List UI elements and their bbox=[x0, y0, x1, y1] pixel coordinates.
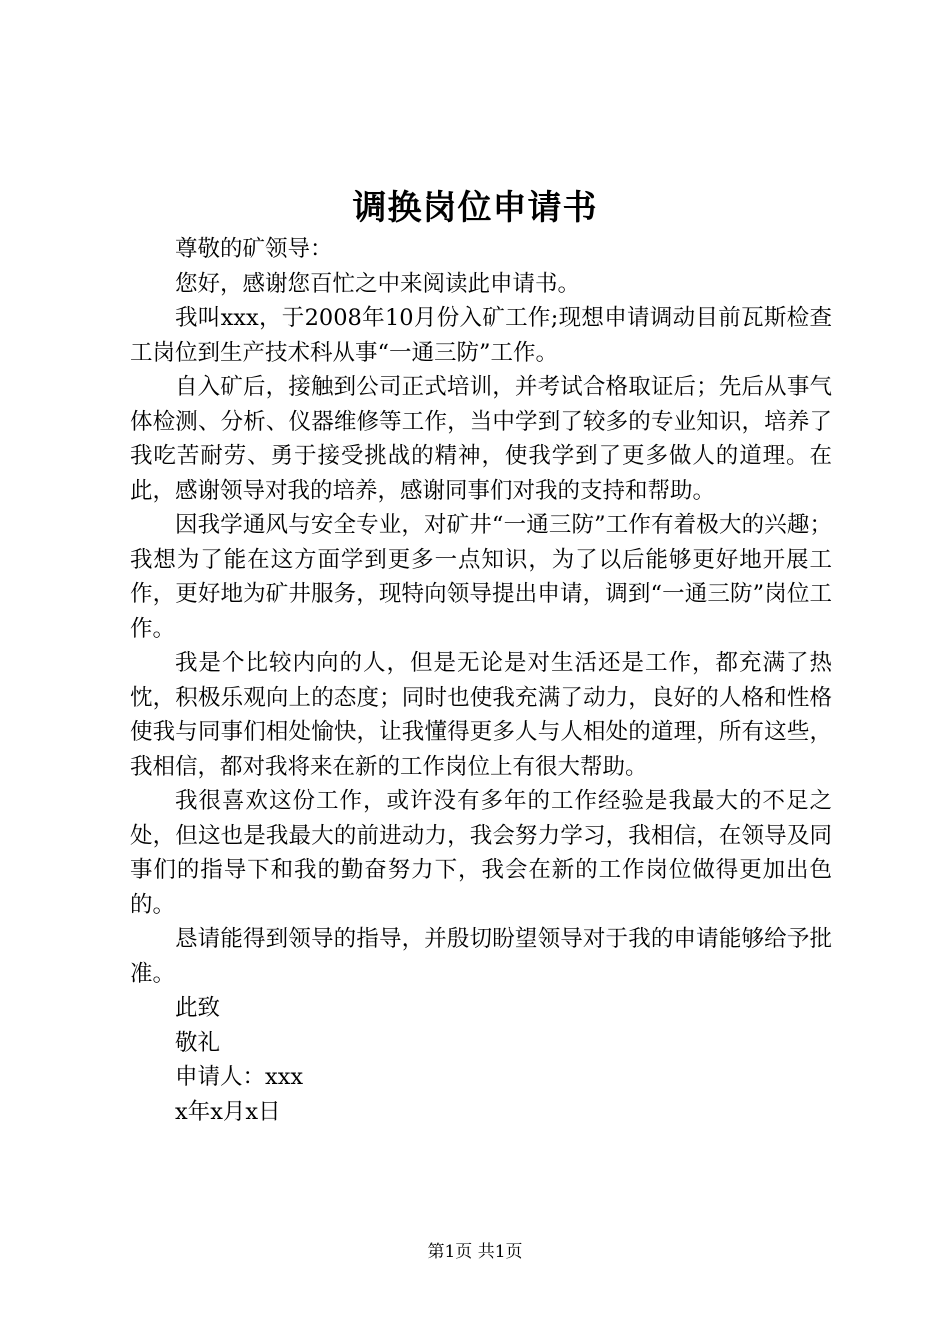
paragraph-motivation: 我很喜欢这份工作，或许没有多年的工作经验是我最大的不足之处，但这也是我最大的前进动力，我会努力学习，我相信，在领导及同事们的指导下和我的勤奋努力下，我会在新的工作岗位做得更加出色的。 bbox=[130, 788, 832, 918]
closing-phrase: 此致 bbox=[175, 995, 221, 1021]
application-date: x年x月x日 bbox=[175, 1098, 281, 1125]
page-footer: 第1页 共1页 bbox=[427, 1242, 523, 1262]
paragraph-personality: 我是个比较内向的人，但是无论是对生活还是工作，都充满了热忱，积极乐观向上的态度；同时也使我充满了动力，良好的人格和性格使我与同事们相处愉快，让我懂得更多人与人相处的道理，所有这些，我相信，都对我将来在新的工作岗位上有很大帮助。 bbox=[130, 650, 832, 780]
document-body bbox=[130, 232, 832, 1129]
paragraph-greeting: 您好，感谢您百忙之中来阅读此申请书。 bbox=[175, 270, 581, 297]
paragraph-request: 恳请能得到领导的指导，并殷切盼望领导对于我的申请能够给予批准。 bbox=[130, 926, 832, 987]
salutation: 尊敬的矿领导： bbox=[175, 236, 333, 262]
paragraph-experience: 自入矿后，接触到公司正式培训，并考试合格取证后；先后从事气体检测、分析、仪器维修等工作，当中学到了较多的专业知识，培养了我吃苦耐劳、勇于接受挑战的精神，使我学到了更多做人的道理。在此，感谢领导对我的培养，感谢同事们对我的支持和帮助。 bbox=[130, 374, 832, 504]
applicant-signature: 申请人：xxx bbox=[175, 1064, 304, 1090]
closing-salute: 敬礼 bbox=[175, 1029, 221, 1056]
paragraph-interest: 因我学通风与安全专业，对矿井“一通三防”工作有着极大的兴趣；我想为了能在这方面学到更多一点知识，为了以后能够更好地开展工作，更好地为矿井服务，现特向领导提出申请，调到“一通三防”岗位工作。 bbox=[130, 512, 832, 642]
document-title: 调换岗位申请书 bbox=[352, 188, 598, 228]
paragraph-introduction: 我叫xxx，于2008年10月份入矿工作;现想申请调动目前瓦斯检查工岗位到生产技术科从事“一通三防”工作。 bbox=[130, 305, 832, 366]
